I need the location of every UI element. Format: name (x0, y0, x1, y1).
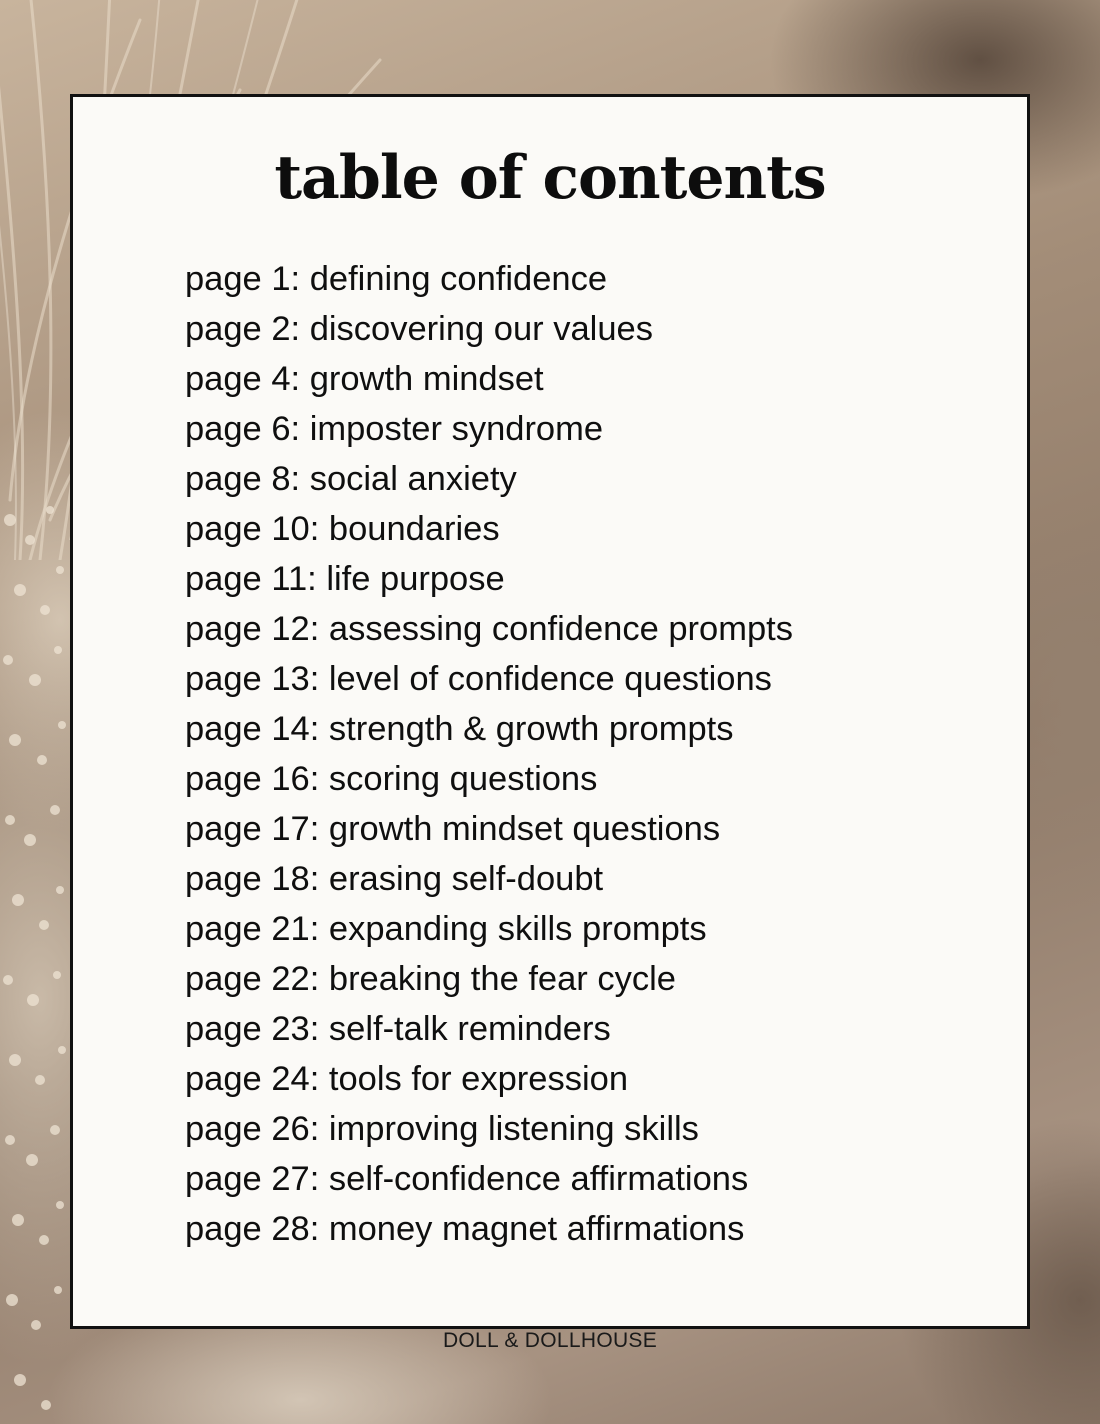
background-flowers (0, 480, 80, 1424)
toc-entry: page 18: erasing self-doubt (185, 860, 604, 898)
toc-entry: page 1: defining confidence (185, 260, 608, 298)
toc-entry: page 24: tools for expression (185, 1060, 629, 1098)
toc-entry: page 10: boundaries (185, 510, 500, 548)
toc-entry: page 28: money magnet affirmations (185, 1210, 745, 1248)
toc-entry: page 21: expanding skills prompts (185, 910, 707, 948)
toc-entry: page 16: scoring questions (185, 760, 598, 798)
toc-entry: page 2: discovering our values (185, 310, 653, 348)
brand-footer: DOLL & DOLLHOUSE (442, 1329, 658, 1352)
toc-entry: page 11: life purpose (185, 560, 505, 598)
toc-entry: page 17: growth mindset questions (185, 810, 721, 848)
toc-entry: page 22: breaking the fear cycle (185, 960, 676, 998)
toc-entry: page 4: growth mindset (185, 360, 544, 398)
toc-entry: page 27: self-confidence affirmations (185, 1160, 749, 1198)
toc-entry: page 13: level of confidence questions (185, 660, 772, 698)
toc-entry: page 14: strength & growth prompts (185, 710, 734, 748)
toc-entry: page 6: imposter syndrome (185, 410, 604, 448)
toc-entry: page 26: improving listening skills (185, 1110, 699, 1148)
page-title: table of contents (274, 143, 826, 213)
toc-entry: page 23: self-talk reminders (185, 1010, 611, 1048)
toc-entry: page 12: assessing confidence prompts (185, 610, 793, 648)
toc-list (185, 254, 793, 1254)
toc-entry: page 8: social anxiety (185, 460, 517, 498)
